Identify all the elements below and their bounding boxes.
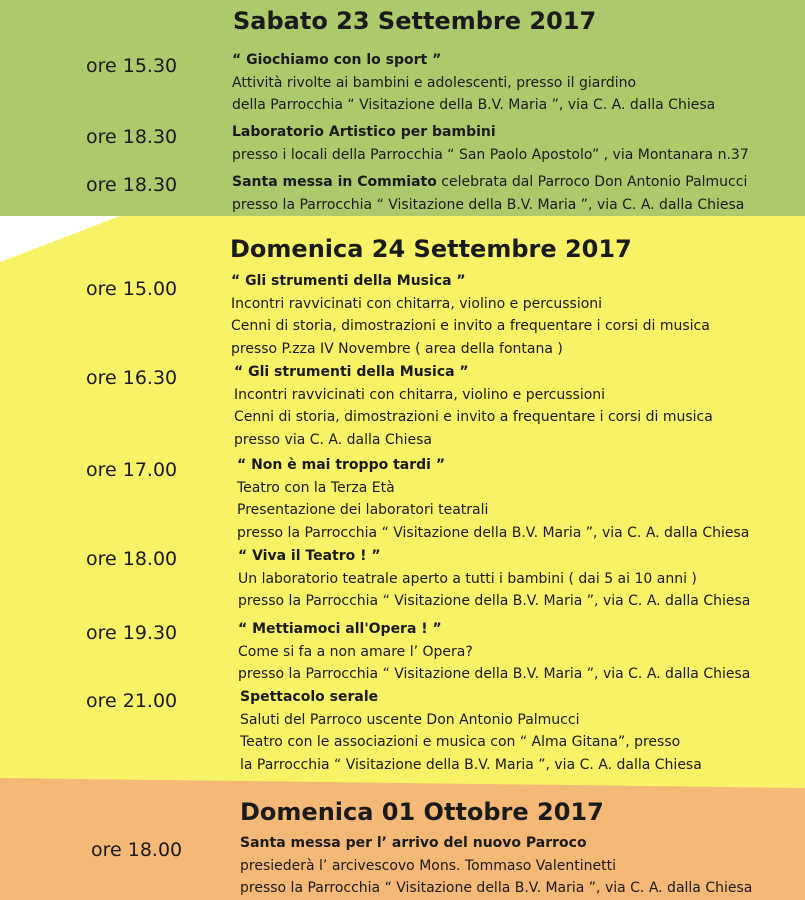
event-title-suffix: celebrata dal Parroco Don Antonio Palmucci	[436, 174, 748, 190]
event-time: ore 16.30	[86, 367, 178, 389]
event-time: ore 15.00	[86, 278, 178, 300]
event-time: ore 19.30	[86, 622, 178, 644]
event-line: presso la Parrocchia “ Visitazione della B.V. Maria ”, via C. A. dalla Chiesa	[237, 524, 750, 541]
event-block	[237, 454, 749, 544]
event-line: presso via C. A. dalla Chiesa	[234, 431, 432, 448]
event-line: presiederà l’ arcivescovo Mons. Tommaso Valentinetti	[240, 857, 616, 874]
event-line: Incontri ravvicinati con chitarra, violino e percussioni	[234, 386, 606, 403]
event-line: Cenni di storia, dimostrazioni e invito a frequentare i corsi di musica	[234, 409, 713, 425]
event-block	[232, 171, 747, 216]
event-block	[238, 545, 750, 613]
event-line: Attività rivolte ai bambini e adolescenti, presso il giardino	[232, 74, 637, 91]
event-line: Cenni di storia, dimostrazioni e invito a frequentare i corsi di musica	[231, 318, 710, 334]
event-title: “ Gli strumenti della Musica ”	[231, 273, 466, 289]
event-title: Santa messa per l’ arrivo del nuovo Parroco	[240, 835, 587, 851]
event-block	[231, 270, 710, 360]
event-line: presso la Parrocchia “ Visitazione della B.V. Maria ”, via C. A. dalla Chiesa	[238, 666, 751, 682]
event-block	[240, 832, 752, 900]
day-heading-2: Domenica 24 Settembre 2017	[230, 235, 632, 263]
event-title: “ Mettiamoci all'Opera ! ”	[238, 621, 442, 637]
event-line: presso i locali della Parrocchia “ San Paolo Apostolo” , via Montanara n.37	[232, 146, 749, 163]
event-time: ore 15.30	[86, 55, 178, 77]
event-line: presso P.zza IV Novembre ( area della fontana )	[231, 340, 563, 357]
event-title: Spettacolo serale	[240, 689, 379, 705]
event-time: ore 18.00	[91, 839, 183, 861]
event-line: Incontri ravvicinati con chitarra, violino e percussioni	[231, 295, 603, 312]
event-title: “ Giochiamo con lo sport ”	[232, 52, 442, 68]
event-line: Come si fa a non amare l’ Opera?	[238, 643, 473, 660]
event-block	[232, 49, 715, 117]
event-line: Teatro con la Terza Età	[237, 479, 395, 496]
event-line: presso la Parrocchia “ Visitazione della B.V. Maria ”, via C. A. dalla Chiesa	[232, 196, 745, 213]
event-title: Santa messa in Commiato	[232, 174, 437, 190]
event-title: “ Non è mai troppo tardi ”	[237, 457, 446, 473]
event-block	[238, 618, 750, 686]
event-time: ore 18.00	[86, 548, 178, 570]
day-heading-1: Sabato 23 Settembre 2017	[233, 7, 597, 35]
event-title: Laboratorio Artistico per bambini	[232, 124, 496, 140]
event-title: “ Viva il Teatro ! ”	[238, 548, 381, 564]
event-block	[232, 121, 749, 166]
event-line: Saluti del Parroco uscente Don Antonio Palmucci	[240, 711, 580, 728]
event-block	[240, 686, 702, 776]
event-line: presso la Parrocchia “ Visitazione della B.V. Maria ”, via C. A. dalla Chiesa	[238, 593, 751, 609]
event-time: ore 21.00	[86, 690, 178, 712]
event-time: ore 17.00	[86, 459, 178, 481]
event-line: della Parrocchia “ Visitazione della B.V. Maria ”, via C. A. dalla Chiesa	[232, 97, 716, 113]
day-heading-3: Domenica 01 Ottobre 2017	[240, 798, 604, 826]
event-line: Un laboratorio teatrale aperto a tutti i bambini ( dai 5 ai 10 anni )	[238, 570, 697, 587]
event-line: Presentazione dei laboratori teatrali	[237, 502, 489, 518]
event-line: la Parrocchia “ Visitazione della B.V. Maria ”, via C. A. dalla Chiesa	[240, 756, 702, 773]
event-time: ore 18.30	[86, 126, 178, 148]
event-line: presso la Parrocchia “ Visitazione della B.V. Maria ”, via C. A. dalla Chiesa	[240, 880, 753, 896]
event-block	[234, 361, 713, 451]
event-title: “ Gli strumenti della Musica ”	[234, 364, 469, 380]
event-line: Teatro con le associazioni e musica con “ Alma Gitana”, presso	[240, 734, 681, 750]
event-time: ore 18.30	[86, 174, 178, 196]
